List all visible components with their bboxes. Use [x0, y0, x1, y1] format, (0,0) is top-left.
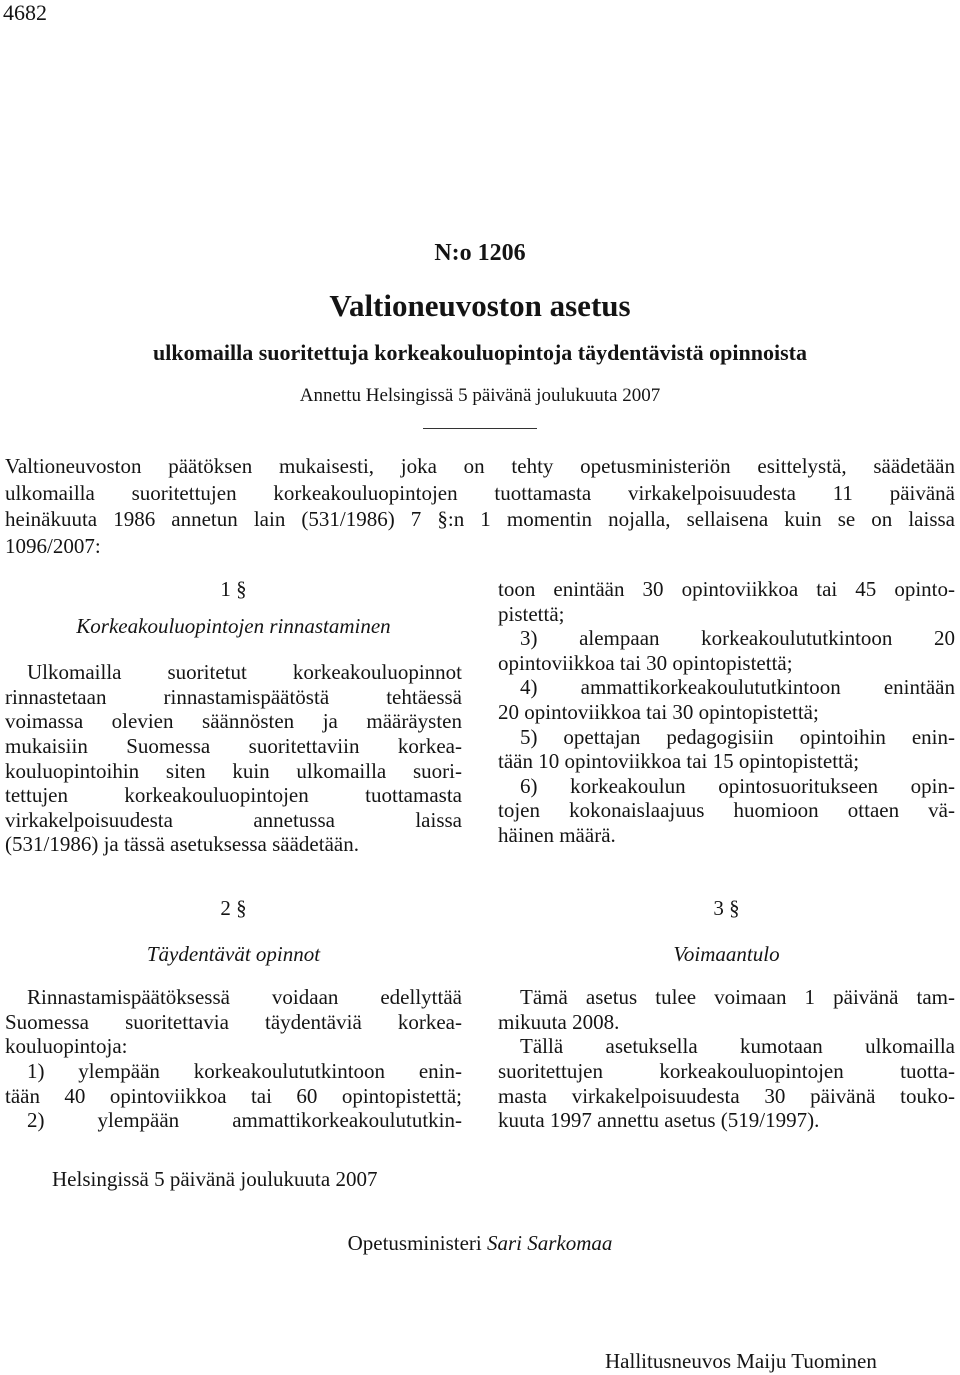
section-text-line: virkakelpoisuudesta annetussa laissa [5, 807, 462, 832]
section-text-line: Ulkomailla suoritetut korkeakouluopinnot [27, 660, 462, 685]
section-text-line: Tällä asetuksella kumotaan ulkomailla [520, 1034, 955, 1059]
counsel-signature: Hallitusneuvos Maiju Tuominen [605, 1349, 877, 1373]
section-text-line: kouluopintoihin siten kuin ulkomailla suori- [5, 758, 462, 783]
section-text-line: 4) ammattikorkeakoulututkintoon enintään [520, 675, 955, 700]
section-text-line: 1) ylempään korkeakoulututkintoon enin- [27, 1058, 462, 1083]
section-2-continued [498, 577, 955, 848]
section-text-line: 2) ylempään ammattikorkeakoulututkin- [27, 1108, 462, 1133]
statute-number: N:o 1206 [434, 240, 526, 266]
signing-place-date: Helsingissä 5 päivänä joulukuuta 2007 [52, 1167, 378, 1191]
section-text-line: rinnastetaan rinnastamispäätöstä tehtäessä [5, 684, 462, 709]
document-title: Valtioneuvoston asetus [329, 288, 631, 323]
minister-title: Opetusministeri [347, 1231, 482, 1255]
section-text-line: 3) alempaan korkeakoulututkintoon 20 [520, 626, 955, 651]
document-subtitle: ulkomailla suoritettuja korkeakouluopintoja täydentävistä opinnoista [153, 340, 807, 365]
section-text-line: Tämä asetus tulee voimaan 1 päivänä tam- [520, 985, 955, 1010]
preamble-line: heinäkuuta 1986 annetun lain (531/1986) 7 §:n 1 momentin nojalla, sellaisena kuin se on laissa [5, 507, 955, 531]
section-text-line: mikuuta 2008. [498, 1009, 620, 1034]
section-text-line: tojen kokonaislaajuus huomioon ottaen vä- [498, 798, 955, 823]
minister-name: Sari Sarkomaa [486, 1231, 613, 1255]
preamble [5, 453, 955, 559]
section-number: 3 § [713, 896, 740, 920]
section-number: 2 § [220, 896, 247, 920]
section-text-line: pistettä; [498, 601, 565, 626]
section-text-line: tään 10 opintoviikkoa tai 15 opintopistettä; [498, 749, 860, 774]
section-text-line: voimassa olevien säännösten ja määräysten [5, 709, 462, 734]
section-text-line: kuuta 1997 annettu asetus (519/1997). [498, 1108, 820, 1133]
preamble-line: Valtioneuvoston päätöksen mukaisesti, joka on tehty opetusministeriön esittelystä, säädetään [5, 454, 955, 478]
page-number: 4682 [3, 0, 47, 25]
section-text-line: 5) opettajan pedagogisiin opintoihin enin- [520, 724, 955, 749]
section-2 [5, 896, 462, 1133]
section-text-line: suoritettujen korkeakouluopintojen tuotta- [498, 1058, 955, 1083]
section-heading: Voimaantulo [673, 941, 780, 966]
section-heading: Täydentävät opinnot [146, 941, 321, 966]
section-text-line: häinen määrä. [498, 822, 616, 847]
section-text-line: masta virkakelpoisuudesta 30 päivänä touko- [498, 1083, 955, 1108]
title-divider [423, 428, 537, 429]
minister-signature [0, 1231, 960, 1256]
section-text-line: Rinnastamispäätöksessä voidaan edellyttää [27, 985, 462, 1010]
section-number: 1 § [220, 577, 247, 601]
preamble-line: 1096/2007: [5, 533, 101, 558]
section-text-line: opintoviikkoa tai 30 opintopistettä; [498, 650, 793, 675]
section-text-line: mukaisiin Suomessa suoritettaviin korkea- [5, 733, 462, 758]
section-3 [498, 896, 955, 1133]
section-text-line: Suomessa suoritettavia täydentäviä korkea- [5, 1009, 462, 1034]
section-text-line: kouluopintoja: [5, 1034, 128, 1059]
section-text-line: 20 opintoviikkoa tai 30 opintopistettä; [498, 699, 819, 724]
section-1 [5, 577, 462, 857]
section-heading: Korkeakouluopintojen rinnastaminen [76, 613, 391, 638]
section-text-line: (531/1986) ja tässä asetuksessa säädetään. [5, 832, 359, 857]
section-text-line: toon enintään 30 opintoviikkoa tai 45 opinto- [498, 577, 955, 601]
section-text-line: tettujen korkeakouluopintojen tuottamasta [5, 783, 462, 808]
section-text-line: tään 40 opintoviikkoa tai 60 opintopistettä; [5, 1083, 462, 1108]
given-date: Annettu Helsingissä 5 päivänä joulukuuta 2007 [299, 385, 661, 406]
section-text-line: 6) korkeakoulun opintosuoritukseen opin- [520, 773, 955, 798]
preamble-line: ulkomailla suoritettujen korkeakouluopintojen tuottamasta virkakelpoisuudesta 11 päivänä [5, 480, 955, 505]
